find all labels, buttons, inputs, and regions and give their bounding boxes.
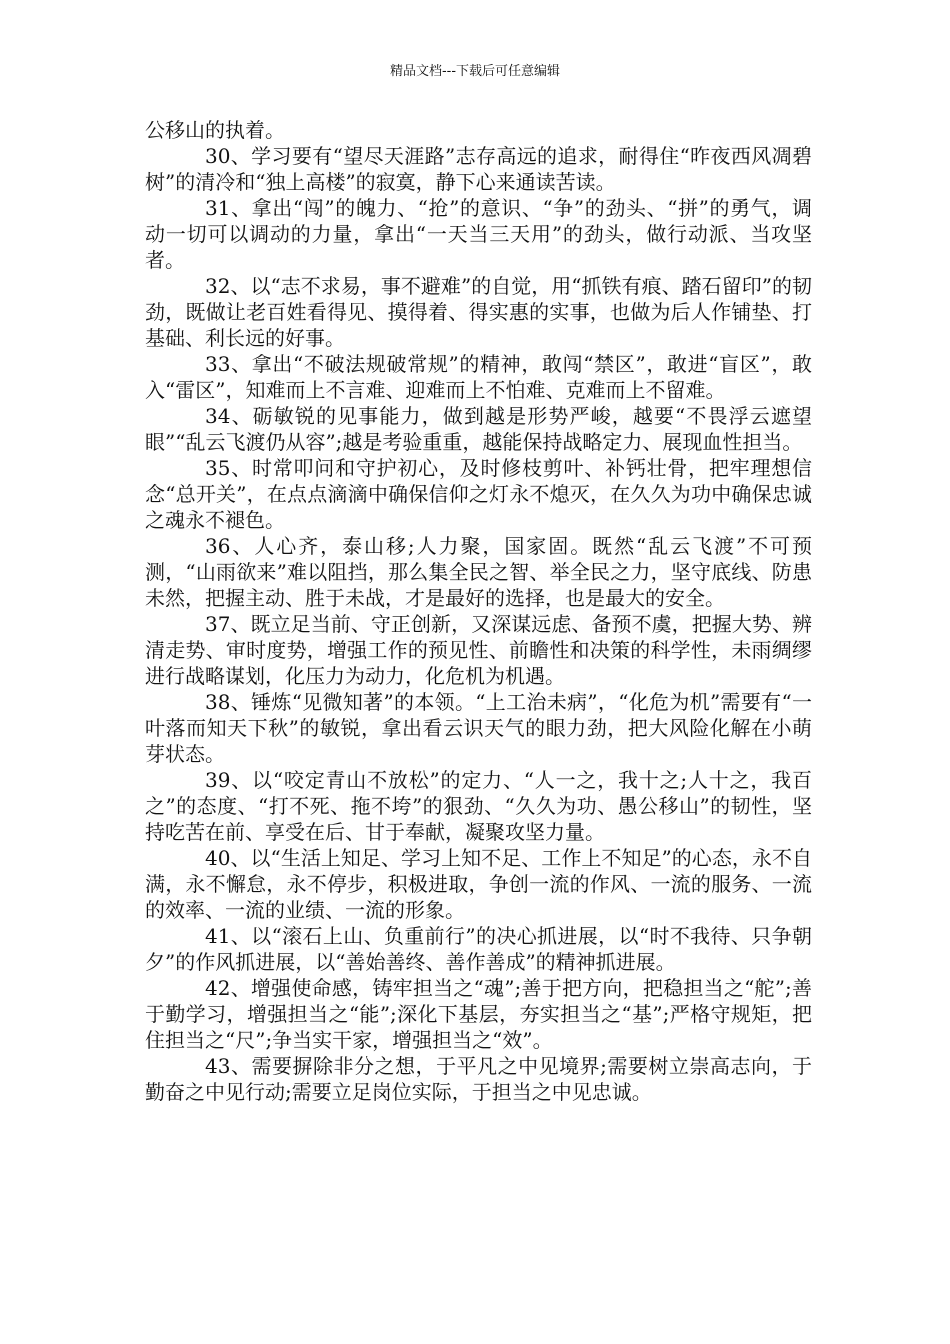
- paragraph: 35、时常叩问和守护初心，及时修枝剪叶、补钙壮骨，把牢理想信念“总开关”，在点点滴滴中确保信仰之灯永不熄灭，在久久为功中确保忠诚之魂永不褪色。: [145, 456, 812, 532]
- paragraph: 38、锤炼“见微知著”的本领。“上工治未病”，“化危为机”需要有“一叶落而知天下秋”的敏锐，拿出看云识天气的眼力劲，把大风险化解在小萌芽状态。: [145, 690, 812, 766]
- paragraph: 公移山的执着。: [145, 118, 285, 142]
- paragraph: 41、以“滚石上山、负重前行”的决心抓进展，以“时不我待、只争朝夕”的作风抓进展，以“善始善终、善作善成”的精神抓进展。: [145, 924, 812, 974]
- paragraph: 34、砺敏锐的见事能力，做到越是形势严峻，越要“不畏浮云遮望眼”“乱云飞渡仍从容”;越是考验重重，越能保持战略定力、展现血性担当。: [145, 404, 812, 454]
- paragraph: 43、需要摒除非分之想，于平凡之中见境界;需要树立崇高志向，于勤奋之中见行动;需要立足岗位实际，于担当之中见忠诚。: [145, 1054, 812, 1104]
- paragraph: 40、以“生活上知足、学习上知不足、工作上不知足”的心态，永不自满，永不懈怠，永不停步，积极进取，争创一流的作风、一流的服务、一流的效率、一流的业绩、一流的形象。: [145, 846, 812, 922]
- paragraph: 42、增强使命感，铸牢担当之“魂”;善于把方向，把稳担当之“舵”;善于勤学习，增强担当之“能”;深化下基层，夯实担当之“基”;严格守规矩，把住担当之“尺”;争当实干家，增强担当之“效”。: [145, 976, 812, 1052]
- paragraph: 36、人心齐，泰山移;人力聚，国家固。既然“乱云飞渡”不可预测，“山雨欲来”难以阻挡，那么集全民之智、举全民之力，坚守底线、防患未然，把握主动、胜于未战，才是最好的选择，也是最大的安全。: [145, 534, 812, 610]
- document-body: [145, 117, 812, 1105]
- paragraph: 30、学习要有“望尽天涯路”志存高远的追求，耐得住“昨夜西风凋碧树”的清冷和“独上高楼”的寂寞，静下心来通读苦读。: [145, 144, 812, 194]
- paragraph: 32、以“志不求易，事不避难”的自觉，用“抓铁有痕、踏石留印”的韧劲，既做让老百姓看得见、摸得着、得实惠的实事，也做为后人作铺垫、打基础、利长远的好事。: [145, 274, 812, 350]
- paragraph: 39、以“咬定青山不放松”的定力、“人一之，我十之;人十之，我百之”的态度、“打不死、拖不垮”的狠劲、“久久为功、愚公移山”的韧性，坚持吃苦在前、享受在后、甘于奉献，凝聚攻坚力量。: [145, 768, 812, 844]
- paragraph: 37、既立足当前、守正创新，又深谋远虑、备预不虞，把握大势、辨清走势、审时度势，增强工作的预见性、前瞻性和决策的科学性，未雨绸缪进行战略谋划，化压力为动力，化危机为机遇。: [145, 612, 812, 688]
- paragraph: 33、拿出“不破法规破常规”的精神，敢闯“禁区”，敢进“盲区”，敢入“雷区”，知难而上不言难、迎难而上不怕难、克难而上不留难。: [145, 352, 812, 402]
- page-header: 精品文档---下载后可任意编辑: [389, 64, 561, 79]
- paragraph: 31、拿出“闯”的魄力、“抢”的意识、“争”的劲头、“拼”的勇气，调动一切可以调动的力量，拿出“一天当三天用”的劲头，做行动派、当攻坚者。: [145, 196, 812, 272]
